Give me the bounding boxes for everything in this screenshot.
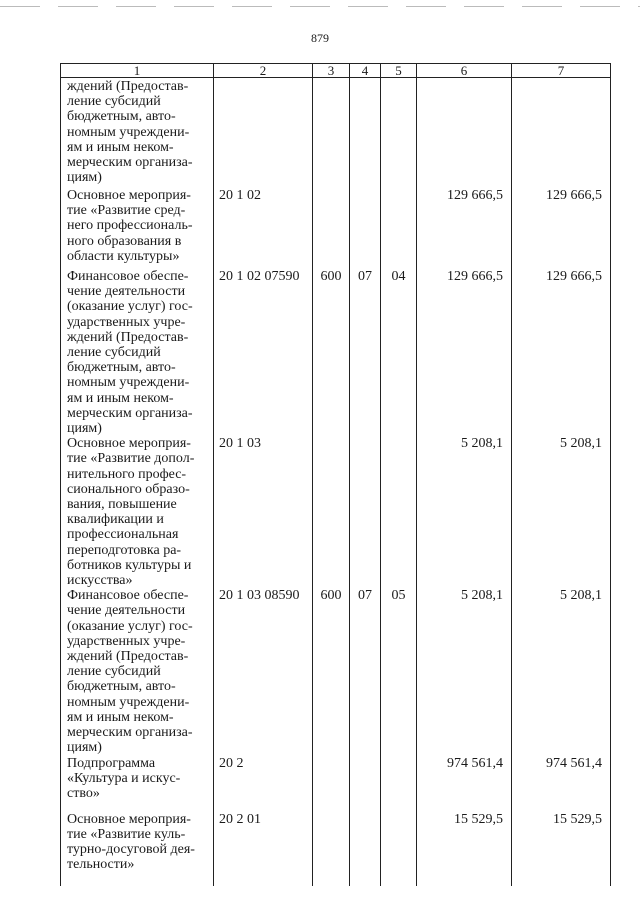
subsection-cell [381, 78, 417, 189]
item-name-line: Основное мероприя- [67, 436, 191, 452]
subsection-cell [381, 812, 417, 886]
amount-cell: 129 666,5 [512, 269, 611, 436]
item-name-line: профессиональная [67, 527, 179, 543]
item-name-line: сионального образо- [67, 481, 190, 497]
item-name-line: Основное мероприя- [67, 188, 191, 203]
item-name-cell [61, 78, 214, 189]
subsection-cell: 04 [381, 269, 417, 436]
item-name-line: мерческим организа- [67, 725, 193, 741]
table-row [61, 812, 611, 886]
table-row [61, 756, 611, 812]
table-body [61, 78, 611, 886]
item-name-line: номным учреждени- [67, 694, 190, 710]
item-name-line: ждений (Предостав- [67, 649, 189, 665]
item-name-line: нительного профес- [67, 466, 187, 482]
table-row [61, 269, 611, 436]
item-name-cell [61, 269, 214, 436]
expense-type-cell [313, 812, 350, 886]
amount-cell: 5 208,1 [417, 436, 512, 588]
item-name-line: переподготовка ра- [67, 542, 182, 558]
column-header: 2 [214, 64, 313, 78]
amount-cell: 129 666,5 [417, 188, 512, 269]
amount-cell: 5 208,1 [417, 588, 512, 755]
item-name-line: квалификации и [67, 512, 164, 528]
item-name-line: чение деятельности [67, 603, 186, 619]
item-name-line: Основное мероприя- [67, 811, 191, 827]
item-name-line: мерческим организа- [67, 155, 193, 171]
item-name-line: тие «Развитие куль- [67, 826, 186, 842]
item-name-line: тие «Развитие допол- [67, 451, 195, 467]
amount-cell: 5 208,1 [512, 436, 611, 588]
table-row [61, 436, 611, 588]
subsection-cell [381, 436, 417, 588]
section-cell [350, 188, 381, 269]
column-header: 7 [512, 64, 611, 78]
column-header: 4 [350, 64, 381, 78]
amount-cell: 5 208,1 [512, 588, 611, 755]
item-name-line: ботников культуры и [67, 557, 192, 573]
table-row [61, 188, 611, 269]
item-name-line: него профессиональ- [67, 218, 193, 234]
item-name-cell [61, 436, 214, 588]
budget-table [60, 63, 611, 886]
expense-type-cell [313, 188, 350, 269]
item-name-line: ждений (Предостав- [67, 329, 189, 345]
amount-cell: 15 529,5 [512, 812, 611, 886]
item-name-line: Финансовое обеспе- [67, 588, 189, 604]
table-row [61, 588, 611, 755]
item-name-line: ление субсидий [67, 664, 161, 680]
table-header [61, 64, 611, 78]
amount-cell: 129 666,5 [417, 269, 512, 436]
item-name-line: бюджетным, авто- [67, 360, 176, 376]
item-name-line: ям и иным неком- [67, 390, 174, 406]
item-name-line: ударственных учре- [67, 314, 186, 330]
item-name-line: тельности» [67, 857, 135, 873]
item-name-line: ление субсидий [67, 345, 161, 361]
subsection-cell: 05 [381, 588, 417, 755]
item-name-line: номным учреждени- [67, 375, 190, 391]
column-header: 1 [61, 64, 214, 78]
classification-code-cell: 20 1 02 [214, 188, 313, 269]
item-name-line: вания, повышение [67, 497, 177, 513]
amount-cell: 974 561,4 [417, 756, 512, 812]
item-name-line: ного образования в [67, 233, 182, 249]
item-name-line: ям и иным неком- [67, 139, 174, 155]
expense-type-cell [313, 78, 350, 189]
header-row [61, 64, 611, 78]
item-name-line: мерческим организа- [67, 405, 193, 421]
table-row [61, 78, 611, 189]
item-name-cell [61, 188, 214, 269]
amount-cell: 974 561,4 [512, 756, 611, 812]
page-number: 879 [311, 31, 329, 45]
item-name-line: Подпрограмма [67, 755, 156, 771]
item-name-line: ям и иным неком- [67, 709, 174, 725]
item-name-line: циям) [67, 421, 102, 437]
item-name-line: «Культура и искус- [67, 770, 181, 786]
section-cell [350, 78, 381, 189]
item-name-line: (оказание услуг) гос- [67, 299, 193, 315]
classification-code-cell: 20 1 03 08590 [214, 588, 313, 755]
column-header: 5 [381, 64, 417, 78]
subsection-cell [381, 188, 417, 269]
expense-type-cell: 600 [313, 588, 350, 755]
item-name-line: тие «Развитие сред- [67, 203, 186, 219]
section-cell: 07 [350, 588, 381, 755]
section-cell [350, 436, 381, 588]
item-name-line: ство» [67, 785, 100, 801]
classification-code-cell [214, 78, 313, 189]
item-name-line: циям) [67, 740, 102, 756]
subsection-cell [381, 756, 417, 812]
expense-type-cell [313, 756, 350, 812]
expense-type-cell [313, 436, 350, 588]
item-name-line: Финансовое обеспе- [67, 269, 189, 284]
amount-cell [512, 78, 611, 189]
item-name-line: бюджетным, авто- [67, 679, 176, 695]
item-name-line: чение деятельности [67, 284, 186, 300]
section-cell [350, 812, 381, 886]
item-name-line: ждений (Предостав- [67, 79, 189, 94]
item-name-line: циям) [67, 170, 102, 186]
item-name-line: искусства» [67, 573, 133, 589]
amount-cell [417, 78, 512, 189]
item-name-cell [61, 812, 214, 886]
section-cell [350, 756, 381, 812]
item-name-line: бюджетным, авто- [67, 109, 176, 125]
column-header: 3 [313, 64, 350, 78]
classification-code-cell: 20 1 02 07590 [214, 269, 313, 436]
item-name-line: области культуры» [67, 248, 180, 264]
item-name-line: ударственных учре- [67, 633, 186, 649]
amount-cell: 15 529,5 [417, 812, 512, 886]
amount-cell: 129 666,5 [512, 188, 611, 269]
classification-code-cell: 20 1 03 [214, 436, 313, 588]
scan-top-edge [0, 6, 640, 7]
item-name-line: турно-досуговой дея- [67, 841, 195, 857]
item-name-line: (оказание услуг) гос- [67, 618, 193, 634]
item-name-line: ление субсидий [67, 94, 161, 110]
section-cell: 07 [350, 269, 381, 436]
column-header: 6 [417, 64, 512, 78]
item-name-cell [61, 756, 214, 812]
classification-code-cell: 20 2 01 [214, 812, 313, 886]
item-name-cell [61, 588, 214, 755]
item-name-line: номным учреждени- [67, 124, 190, 140]
classification-code-cell: 20 2 [214, 756, 313, 812]
expense-type-cell: 600 [313, 269, 350, 436]
